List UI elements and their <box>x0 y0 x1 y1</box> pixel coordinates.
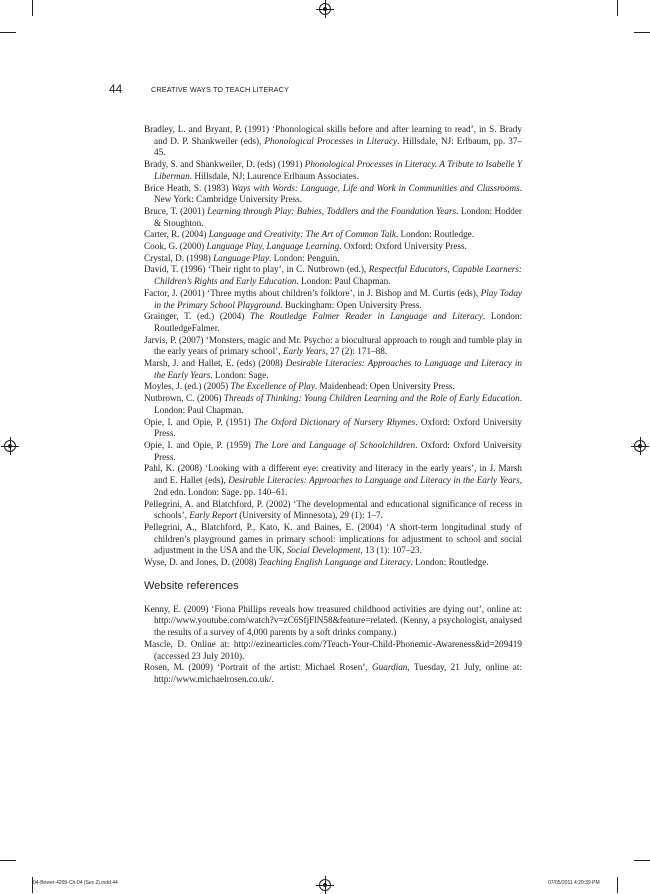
reference-list <box>144 124 522 686</box>
reference-entry <box>144 159 522 182</box>
reference-title: Guardian <box>372 662 408 673</box>
reference-text: . London: RoutledgeFalmer. <box>154 311 522 333</box>
registration-mark-icon <box>319 879 331 891</box>
reference-entry <box>144 522 522 557</box>
reference-text: Pellegrini, A. and Blatchford, P. (2002) ‘The developmental and educational significance of recess in schools’, <box>144 498 522 521</box>
reference-text: Bradley, L. and Bryant, P. (1991) ‘Phonological skills before and after learning to read’, in S. Brady and D. P. Shankweiler (eds), <box>144 124 522 146</box>
reference-title: The Excellence of Play <box>230 381 315 392</box>
reference-title: Teaching English Language and Literacy <box>258 557 411 568</box>
reference-text: Bruce, T. (2001) <box>144 205 208 216</box>
reference-text: Mascle, D. Online at: http://ezinearticles.com/?Teach-Your-Child-Phonemic-Awareness&id=209419 (accessed 23 July 2010). <box>144 638 522 661</box>
reference-text: . Maidenhead: Open University Press. <box>314 381 455 392</box>
reference-title: Desirable Literacies: Approaches to Language and Literacy in the Early Years <box>228 475 520 486</box>
reference-text: . London: Penguin. <box>269 252 340 263</box>
reference-entry <box>144 463 522 498</box>
reference-text: . Hillsdale, NJ: Laurence Erlbaum Associates. <box>189 170 359 181</box>
reference-title: Early Years <box>282 346 326 357</box>
slug-file: 04-Bower-4209-Ch-04 (Sec 2).indd 44 <box>33 880 118 886</box>
reference-entry <box>144 662 522 685</box>
reference-text: Opie, I. and Opie, P. (1959) <box>144 439 255 450</box>
reference-text: Cook, G. (2000) <box>144 241 207 252</box>
reference-entry <box>144 639 522 662</box>
reference-entry <box>144 264 522 287</box>
reference-entry <box>144 241 522 253</box>
reference-text: . Buckingham: Open University Press. <box>280 299 422 310</box>
reference-text: . London: Routledge. <box>395 229 475 240</box>
reference-text: , 27 (2): 171–88. <box>325 346 388 357</box>
crop-mark <box>0 860 16 861</box>
reference-text: . Oxford: Oxford University Press. <box>154 416 522 439</box>
reference-text: Brice Heath, S. (1983) <box>144 182 232 193</box>
reference-text: Grainger, T. (ed.) (2004) <box>144 311 251 322</box>
reference-entry <box>144 358 522 381</box>
registration-mark-icon <box>634 440 646 452</box>
reference-text: Moyles, J. (ed.) (2005) <box>144 381 231 392</box>
reference-title: The Lore and Language of Schoolchildren <box>254 439 416 450</box>
reference-title: The Routledge Falmer Reader in Language and Literacy <box>250 311 483 322</box>
reference-title: Threads of Thinking: Young Children Learning and the Role of Early Education <box>223 393 520 404</box>
reference-entry <box>144 288 522 311</box>
reference-entry <box>144 440 522 463</box>
reference-text: Jarvis, P. (2007) ‘Monsters, magic and Mr. Psycho: a biocultural approach to rough and tumble play in the early years of primary school’, <box>144 334 522 357</box>
crop-mark <box>634 860 650 861</box>
reference-text: , 2nd edn. London: Sage. pp. 140–61. <box>154 475 522 497</box>
section-heading: Website references <box>144 579 239 592</box>
reference-entry <box>144 206 522 229</box>
page-number: 44 <box>109 82 123 96</box>
crop-mark <box>32 0 33 16</box>
reference-title: Phonological Processes in Literacy <box>264 135 398 146</box>
reference-text: Marsh, J. and Hallet, E. (eds) (2008) <box>144 358 286 369</box>
reference-entry <box>144 557 522 569</box>
crop-mark <box>617 0 618 16</box>
crop-mark <box>0 32 16 33</box>
reference-text: Pellegrini, A., Blatchford, P., Kato, K. and Baines, E. (2004) ‘A short-term longitudinal study of children’s playground games in primary school: implications for adjustment to school and social adjustment in the USA and the UK, <box>144 521 522 556</box>
reference-text: Opie, I. and Opie, P. (1951) <box>144 416 254 427</box>
reference-title: Phonological Processes in Literacy. A Tribute to Isabelle Y Liberman <box>154 159 523 181</box>
reference-title: Play Today in the Primary School Playground <box>154 287 522 310</box>
reference-entry <box>144 253 522 265</box>
reference-entry <box>144 381 522 393</box>
reference-entry <box>144 183 522 206</box>
reference-entry <box>144 417 522 440</box>
reference-entry <box>144 229 522 241</box>
reference-text: Factor, J. (2001) ‘Three myths about children’s folklore’, in J. Bishop and M. Curtis (eds), <box>144 287 481 298</box>
reference-text: . London: Paul Chapman. <box>296 276 391 287</box>
reference-text: Wyse, D. and Jones, D. (2008) <box>144 557 259 568</box>
reference-entry <box>144 311 522 334</box>
reference-title: Respectful Educators, Capable Learners: Children’s Rights and Early Education <box>154 264 522 287</box>
reference-text: Nutbrown, C. (2006) <box>144 393 224 404</box>
reference-text: . Oxford: Oxford University Press. <box>154 439 522 462</box>
reference-text: Rosen, M. (2009) ‘Portrait of the artist: Michael Rosen’, <box>144 662 372 673</box>
reference-text: . London: Routledge. <box>410 557 489 568</box>
reference-text: Brady, S. and Shankweiler, D. (eds) (1991) <box>144 159 305 170</box>
reference-text: , 13 (1): 107–23. <box>360 545 422 556</box>
slug-timestamp: 07/05/2011 4:20:39 PM <box>548 880 600 886</box>
running-title: CREATIVE WAYS TO TEACH LITERACY <box>151 85 289 94</box>
website-bibliography <box>144 604 522 686</box>
reference-title: Early Report <box>189 510 237 521</box>
reference-entry <box>144 393 522 416</box>
registration-mark-icon <box>4 440 16 452</box>
reference-text: Carter, R. (2004) <box>144 229 209 240</box>
reference-title: Desirable Literacies: Approaches to Language and Literacy in the Early Years <box>154 358 522 380</box>
reference-text: Crystal, D. (1998) <box>144 252 214 263</box>
reference-title: Language and Creativity: The Art of Common Talk <box>208 229 396 240</box>
reference-text: (University of Minnesota), 29 (1): 1–7. <box>236 510 383 521</box>
reference-text: . Hillsdale, NJ: Erlbaum, pp. 37–45. <box>154 135 522 158</box>
reference-entry <box>144 499 522 522</box>
crop-mark <box>634 32 650 33</box>
reference-title: Language Play <box>213 252 270 263</box>
registration-mark-icon <box>319 3 331 15</box>
reference-text: David, T. (1996) ‘Their right to play’, in C. Nutbrown (ed.), <box>144 264 369 275</box>
reference-entry <box>144 124 522 159</box>
reference-text: . London: Paul Chapman. <box>154 393 522 415</box>
reference-title: Ways with Words: Language, Life and Work in Communities and Classrooms <box>231 182 520 193</box>
bibliography <box>144 124 522 569</box>
reference-entry <box>144 335 522 358</box>
reference-text: Kenny, E. (2009) ‘Fiona Phillips reveals how treasured childhood activities are dying out’, online at: http://www.youtube.com/watch?v=zC6SfjFlN58&feature=related. (Kenny, a psychologist, analysed the results of a survey of 4,000 parents by a soft drinks company.) <box>144 603 522 638</box>
reference-text: Pahl, K. (2008) ‘Looking with a different eye: creativity and literacy in the early years’, in J. Marsh and E. Hallet (eds), <box>144 463 522 486</box>
reference-text: , Tuesday, 21 July, online at: http://www.michaelrosen.co.uk/. <box>154 662 522 684</box>
reference-title: The Oxford Dictionary of Nursery Rhymes <box>253 416 416 427</box>
reference-text: . New York: Cambridge University Press. <box>154 182 523 205</box>
reference-text: . London: Sage. <box>210 369 269 380</box>
reference-title: Learning through Play: Babies, Toddlers and the Foundation Years <box>207 205 457 216</box>
reference-title: Language Play, Language Learning <box>206 241 340 252</box>
crop-mark <box>617 877 618 893</box>
reference-entry <box>144 604 522 639</box>
reference-title: Social Development <box>286 545 361 556</box>
reference-text: . London: Hodder & Stoughton. <box>154 205 522 228</box>
reference-text: . Oxford: Oxford University Press. <box>339 241 467 252</box>
